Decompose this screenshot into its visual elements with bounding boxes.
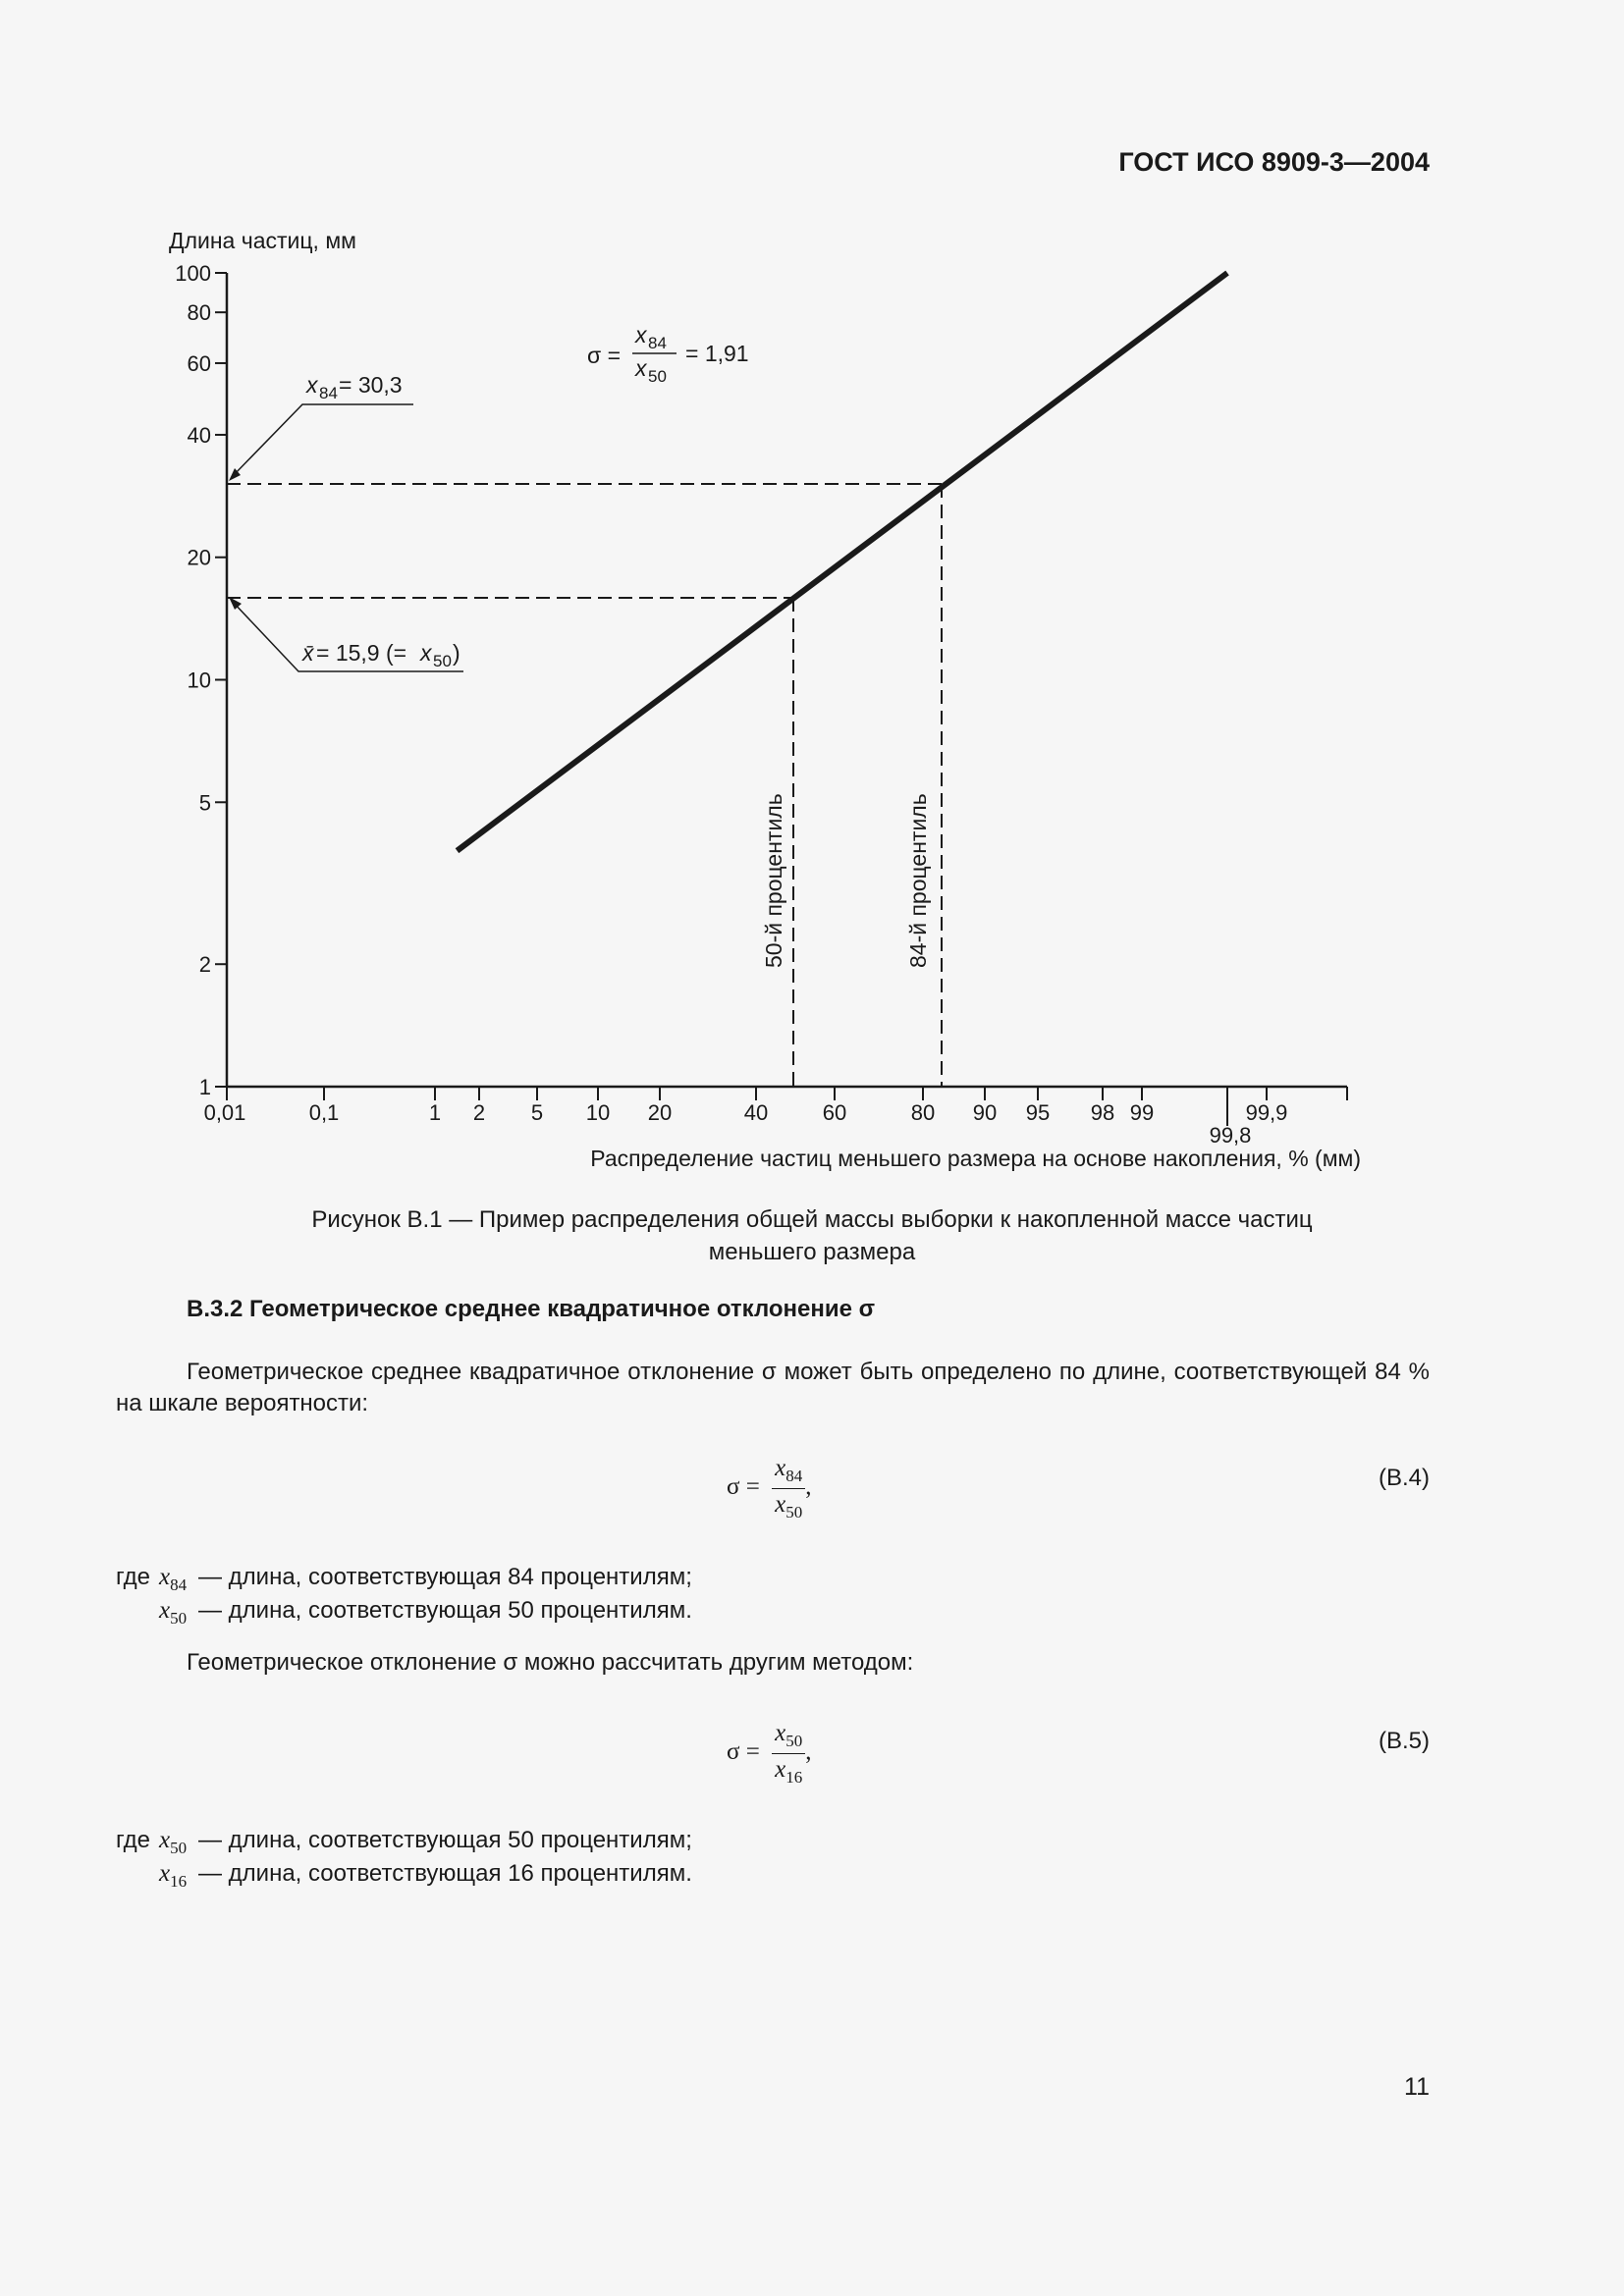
formula-b4-number: (В.4) <box>1378 1465 1430 1491</box>
mean-var: x̄ <box>302 640 314 666</box>
where-list-2 <box>116 1824 901 1891</box>
where-1-text-2: — длина, соответствующая 50 процентилям. <box>198 1597 692 1624</box>
x84-var: x <box>306 372 318 398</box>
sigma-lhs: σ = <box>587 343 622 368</box>
caption-line-2: меньшего размера <box>708 1239 916 1265</box>
y-tick-label: 5 <box>198 790 211 816</box>
x-tick-label: 10 <box>585 1100 611 1125</box>
formula-b4-num-sub: 84 <box>785 1467 803 1485</box>
y-tick-label: 10 <box>187 667 211 693</box>
x-tick-label: 20 <box>647 1100 673 1125</box>
x-tick-label: 90 <box>972 1100 998 1125</box>
x-tick-label: 0,01 <box>203 1100 246 1125</box>
series-line-distribution <box>458 273 1228 851</box>
where-2-text-2: — длина, соответствующая 16 процентилям. <box>198 1860 692 1887</box>
y-tick-label: 2 <box>198 952 211 978</box>
x-tick-label: 98 <box>1090 1100 1115 1125</box>
x-tick-label: 2 <box>472 1100 486 1125</box>
formula-b4-fraction <box>772 1455 805 1522</box>
sigma-den: x <box>635 355 647 381</box>
chart-axes <box>169 228 1361 1171</box>
x-tick-label: 99,9 <box>1245 1100 1288 1125</box>
where-2-row-2 <box>116 1857 901 1891</box>
formula-b5-den-sub: 16 <box>785 1768 803 1787</box>
y-tick-label: 1 <box>198 1075 211 1099</box>
where-1-var-1: $x_{84}$ <box>159 1564 188 1594</box>
where-2-row-1 <box>116 1824 901 1857</box>
formula-b5-number: (В.5) <box>1378 1728 1430 1754</box>
formula-b4-den-sub: 50 <box>785 1503 803 1522</box>
x-tick-label: 5 <box>530 1100 544 1125</box>
y-tick-label: 60 <box>187 350 211 376</box>
x84-value: = 30,3 <box>339 372 403 398</box>
percentile-84-label: 84-й процентиль <box>905 793 931 968</box>
formula-b4-num: x <box>775 1455 786 1481</box>
x-tick-label: 60 <box>822 1100 847 1125</box>
where-1-text-1: — длина, соответствующая 84 процентилям; <box>198 1564 692 1590</box>
where-1-lead: где <box>116 1564 151 1590</box>
section-title: В.3.2 Геометрическое среднее квадратичное отклонение σ <box>187 1296 876 1322</box>
formula-b5-den: x <box>775 1756 786 1783</box>
paragraph-1: Геометрическое среднее квадратичное отклонение σ может быть определено по длине, соответствующей 84 % на шкале вероятности: <box>116 1359 1430 1416</box>
chart-guides <box>227 484 942 1087</box>
y-tick-label: 20 <box>187 545 211 570</box>
x-tick-label: 80 <box>910 1100 936 1125</box>
x-tick-label: 99,8 <box>1209 1123 1252 1148</box>
x-tick-label: 95 <box>1025 1100 1051 1125</box>
y-tick-label: 80 <box>187 300 211 326</box>
chart-series <box>458 273 1228 851</box>
where-2-var-2: $x_{16}$ <box>159 1860 188 1891</box>
sigma-rhs: = 1,91 <box>685 341 749 366</box>
formula-b5-comma: , <box>805 1738 812 1766</box>
y-tick-label: 40 <box>187 422 211 448</box>
formula-b5-num-sub: 50 <box>785 1732 803 1750</box>
chart-labels <box>229 322 931 968</box>
mean-close: ) <box>453 640 460 666</box>
x-axis-title: Распределение частиц меньшего размера на основе накопления, % (мм) <box>590 1146 1361 1171</box>
where-2-var-1: $x_{50}$ <box>159 1827 188 1857</box>
mean-sub: 50 <box>433 652 452 670</box>
mean-value: = 15,9 (= <box>316 640 407 666</box>
x-tick-label: 40 <box>743 1100 769 1125</box>
x-tick-label: 99 <box>1129 1100 1155 1125</box>
where-list-1 <box>116 1561 901 1628</box>
percentile-50-label: 50-й процентиль <box>761 793 786 968</box>
caption-line-1: Рисунок В.1 — Пример распределения общей массы выборки к накопленной массе частиц <box>311 1206 1313 1233</box>
paragraph-2: Геометрическое отклонение σ можно рассчитать другим методом: <box>187 1649 914 1676</box>
formula-b5 <box>727 1720 811 1788</box>
sigma-num-sub: 84 <box>648 334 667 352</box>
formula-b4-lhs: σ = <box>727 1473 760 1501</box>
y-tick-label: 100 <box>175 261 211 286</box>
x84-sub: 84 <box>319 384 338 402</box>
formula-b4 <box>727 1455 811 1522</box>
where-1-row-1 <box>116 1561 901 1594</box>
sigma-num: x <box>635 322 647 347</box>
page-number: 11 <box>1404 2073 1430 2101</box>
formula-b4-comma: , <box>805 1473 812 1501</box>
mean-var2: x <box>420 640 432 666</box>
formula-b5-lhs: σ = <box>727 1738 760 1766</box>
x-tick-label: 1 <box>428 1100 442 1125</box>
where-2-text-1: — длина, соответствующая 50 процентилям; <box>198 1827 692 1853</box>
document-header: ГОСТ ИСО 8909-3—2004 <box>1118 147 1430 177</box>
sigma-den-sub: 50 <box>648 367 667 386</box>
figure-caption <box>0 1203 1624 1268</box>
where-1-row-2 <box>116 1594 901 1628</box>
where-2-lead: где <box>116 1827 151 1853</box>
formula-b4-den: x <box>775 1491 786 1518</box>
x84-leader <box>232 404 413 477</box>
formula-b5-fraction <box>772 1720 805 1788</box>
y-axis-title: Длина частиц, мм <box>169 228 356 253</box>
formula-b5-num: x <box>775 1720 786 1746</box>
x-tick-label: 0,1 <box>308 1100 340 1125</box>
where-1-var-2: $x_{50}$ <box>159 1597 188 1628</box>
